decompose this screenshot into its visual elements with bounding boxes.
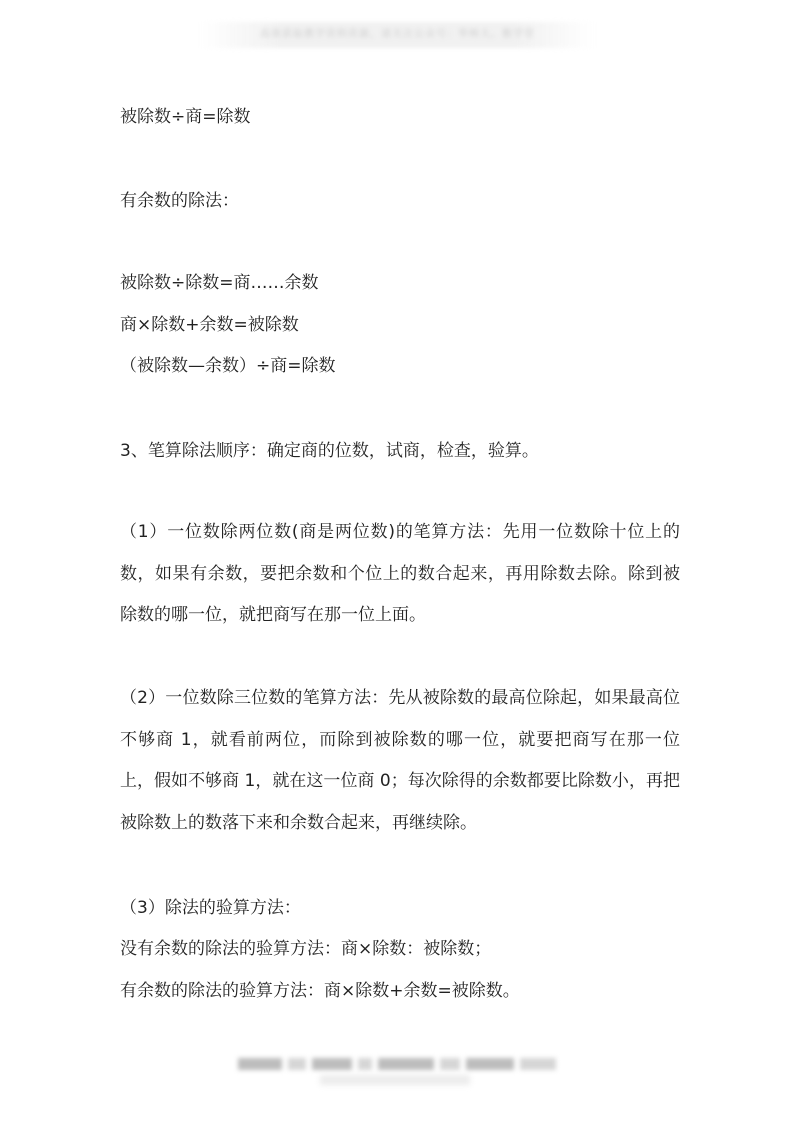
header-watermark-text: 高效获取教学资料资源，请关注公众号：华师大。数学堂 xyxy=(260,29,535,40)
paragraph-one-digit-by-three-digit: （2）一位数除三位数的笔算方法：先从被除数的最高位除起，如果最高位不够商 1，就看前两位，而除到被除数的哪一位，就要把商写在那一位上，假如不够商 1，就在这一位商 0；每次除得的余数都要比除数小，再把被除数上的数落下来和余数合起来，再继续除。 xyxy=(120,688,680,833)
check-no-remainder: 没有余数的除法的验算方法：商×除数：被除数； xyxy=(120,939,492,959)
check-with-remainder: 有余数的除法的验算方法：商×除数+余数=被除数。 xyxy=(120,981,520,1001)
formula-divisor: 被除数÷商=除数 xyxy=(120,107,251,127)
written-division-order: 3、笔算除法顺序：确定商的位数，试商，检查，验算。 xyxy=(120,441,539,461)
paragraph-one-digit-by-two-digit: （1）一位数除两位数(商是两位数)的笔算方法：先用一位数除十位上的数，如果有余数，要把余数和个位上的数合起来，再用除数去除。除到被除数的哪一位，就把商写在那一位上面。 xyxy=(120,522,680,625)
formula-quotient-remainder: 被除数÷除数=商……余数 xyxy=(120,273,319,293)
formula-divisor-from-remainder: （被除数—余数）÷商=除数 xyxy=(120,356,336,376)
section-remainder-division: 有余数的除法： xyxy=(120,191,239,211)
header-watermark xyxy=(200,22,595,48)
check-method-title: （3）除法的验算方法： xyxy=(120,898,301,918)
footer-watermark-sub xyxy=(320,1075,470,1085)
formula-dividend: 商×除数+余数=被除数 xyxy=(120,315,299,335)
footer-watermark xyxy=(238,1055,556,1072)
